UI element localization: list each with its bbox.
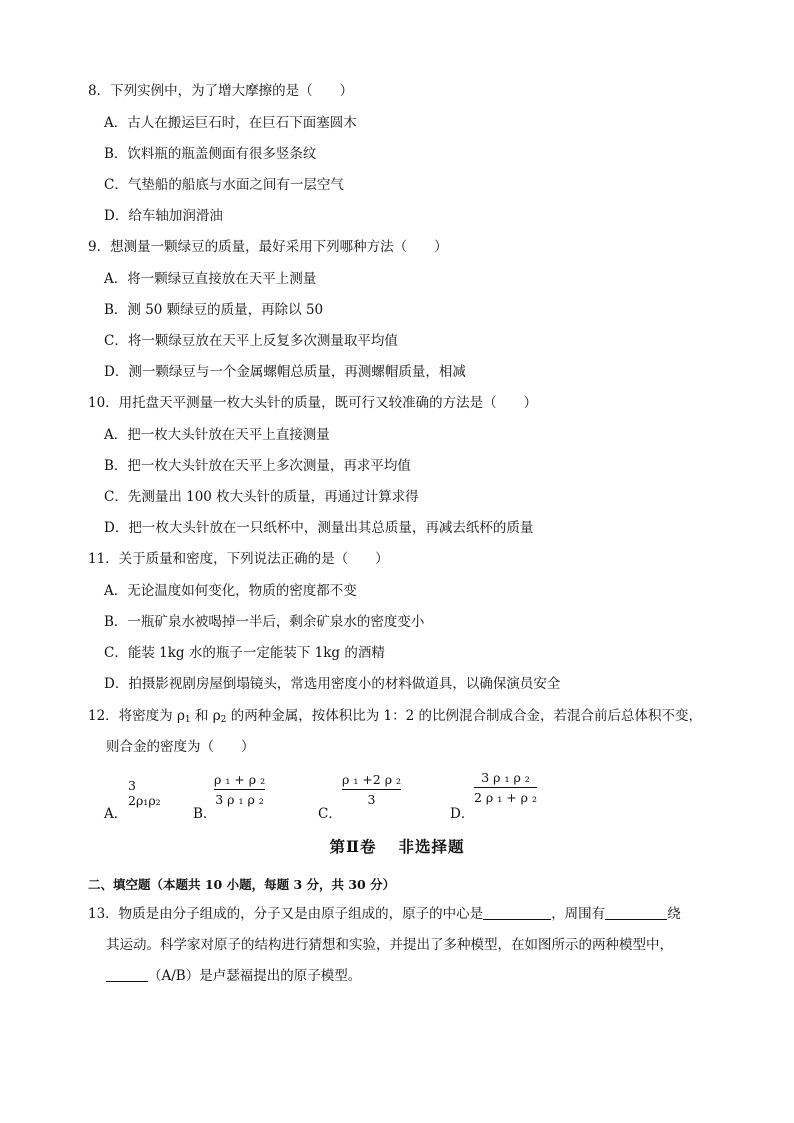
question-8-option-c: C．气垫船的船底与水面之间有一层空气 [104, 177, 344, 193]
question-12-option-c-fraction: ρ ₁ +2 ρ ₂ 3 [342, 772, 402, 807]
question-12-option-d-fraction: 3 ρ ₁ ρ ₂ 2 ρ ₁ + ρ ₂ [474, 770, 538, 805]
question-9-option-b: B．测 50 颗绿豆的质量，再除以 50 [104, 302, 324, 318]
question-8-option-d: D．给车轴加润滑油 [104, 208, 223, 224]
question-12-stem: 12．将密度为 $\rho_1$ 和 $\rho_2$ 的两种金属，按体积比为 1：2 的比例混合制成合金，若混合前后总体积不变， [88, 708, 702, 725]
question-11-option-a: A．无论温度如何变化，物质的密度都不变 [104, 583, 357, 599]
question-11-stem: 11．关于质量和密度，下列说法正确的是（ ） [88, 551, 389, 567]
question-10-option-b: B．把一枚大头针放在天平上多次测量，再求平均值 [104, 458, 411, 474]
question-8-stem: 8．下列实例中，为了增大摩擦的是（ ） [88, 83, 354, 99]
question-12-option-a-label: A． [104, 806, 128, 822]
question-9-option-a: A．将一颗绿豆直接放在天平上测量 [104, 271, 317, 287]
question-8-option-a: A．古人在搬运巨石时，在巨石下面塞圆木 [104, 115, 357, 131]
question-8-option-b: B．饮料瓶的瓶盖侧面有很多竖条纹 [104, 146, 317, 162]
question-12-option-c-label: C． [318, 806, 342, 822]
question-13-line1: 13．物质是由分子组成的，分子又是由原子组成的，原子的中心是 ，周围有 绕 [88, 906, 681, 922]
question-10-stem: 10．用托盘天平测量一枚大头针的质量，既可行又较准确的方法是（ ） [88, 395, 538, 411]
answer-blank[interactable] [106, 967, 148, 982]
question-9-stem: 9．想测量一颗绿豆的质量，最好采用下列哪种方法（ ） [88, 239, 448, 255]
question-10-option-d: D．把一枚大头针放在一只纸杯中，测量出其总质量，再减去纸杯的质量 [104, 520, 534, 536]
question-12-option-a-fraction: 3 2ρ₁ρ₂ [128, 778, 161, 808]
answer-blank[interactable] [483, 905, 551, 920]
question-13-line3: （A/B）是卢瑟福提出的原子模型。 [106, 967, 361, 985]
question-9-option-d: D．测一颗绿豆与一个金属螺帽总质量，再测螺帽质量，相减 [104, 364, 466, 380]
section-heading: 二、填空题（本题共 10 小题，每题 3 分，共 30 分） [88, 877, 396, 892]
question-12-stem-line2: 则合金的密度为（ ） [106, 739, 255, 755]
question-11-option-c: C．能装 1kg 水的瓶子一定能装下 1kg 的酒精 [104, 645, 385, 661]
question-11-option-b: B．一瓶矿泉水被喝掉一半后，剩余矿泉水的密度变小 [104, 614, 425, 630]
question-12-option-b-label: B． [193, 806, 217, 822]
question-10-option-a: A．把一枚大头针放在天平上直接测量 [104, 427, 330, 443]
question-10-option-c: C．先测量出 100 枚大头针的质量，再通过计算求得 [104, 489, 419, 505]
question-13-line2: 其运动。科学家对原子的结构进行猜想和实验，并提出了多种模型，在如图所示的两种模型中， [106, 937, 673, 953]
question-12-option-d-label: D． [450, 806, 475, 822]
question-12-option-b-fraction: ρ ₁ + ρ ₂ 3 ρ ₁ ρ ₂ [214, 772, 266, 807]
part-2-title: 第Ⅱ卷 非选择题 [329, 837, 465, 856]
question-9-option-c: C．将一颗绿豆放在天平上反复多次测量取平均值 [104, 333, 398, 349]
answer-blank[interactable] [605, 905, 667, 920]
question-11-option-d: D．拍摄影视剧房屋倒塌镜头，常选用密度小的材料做道具，以确保演员安全 [104, 676, 561, 692]
